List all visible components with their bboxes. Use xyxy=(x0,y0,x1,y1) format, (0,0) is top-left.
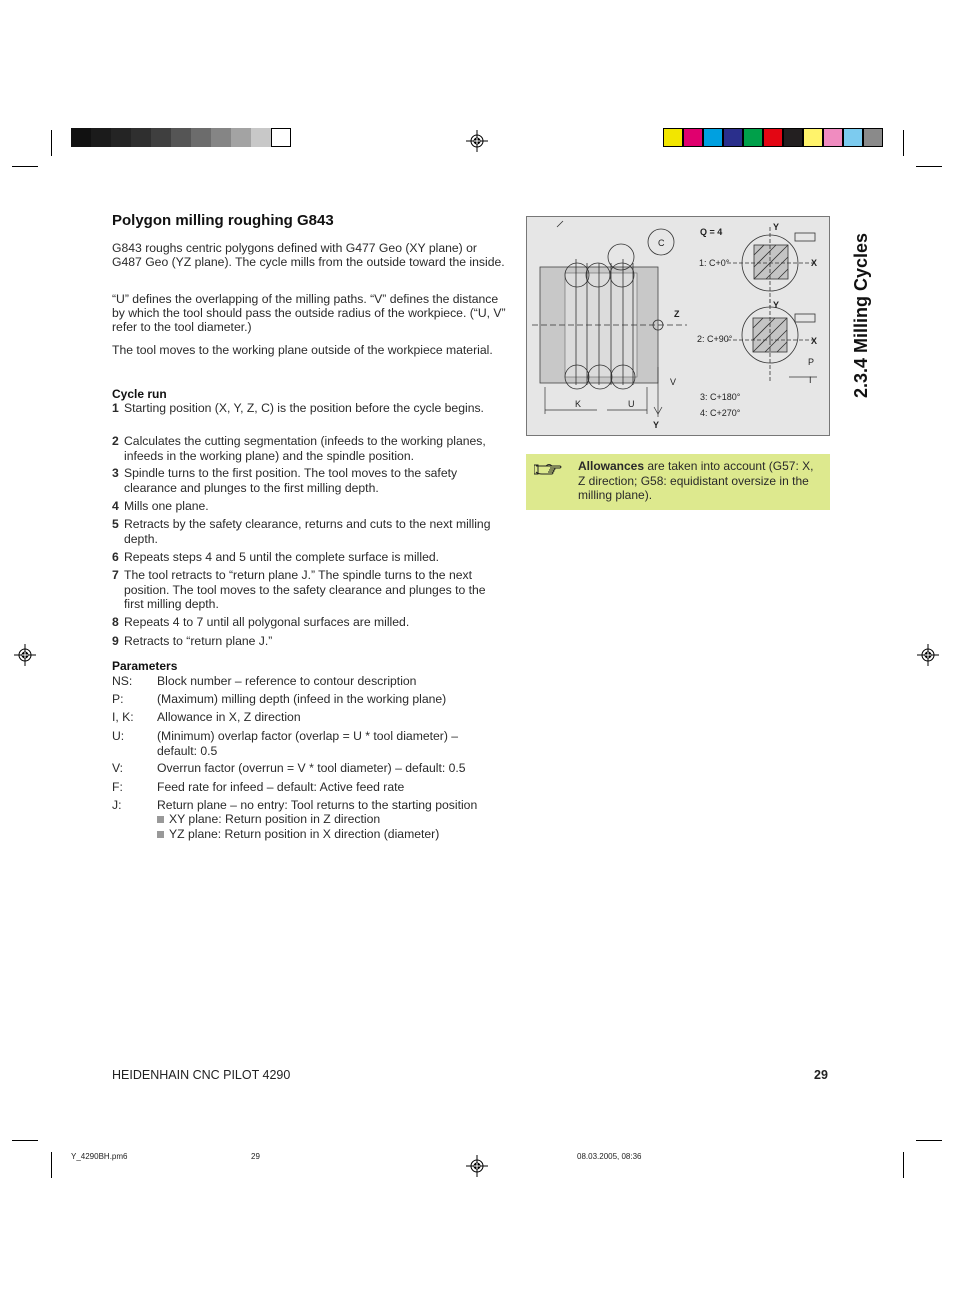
figure-label-i: I xyxy=(809,375,812,385)
figure-label-k: K xyxy=(575,399,582,409)
note-bold: Allowances xyxy=(578,459,645,473)
milling-diagram xyxy=(527,217,829,435)
figure-axis-y: Y xyxy=(773,222,780,232)
cycle-step: 7 The tool retracts to “return plane J.” The spindle turns to the next position. The tool moves to the safety clearance and plunges to the first milling depth. xyxy=(112,568,486,611)
figure-label-c270: 4: C+270° xyxy=(700,408,741,418)
side-chapter-title-text: 2.3.4 Milling Cycles xyxy=(851,232,871,398)
square-bullet-icon xyxy=(157,816,164,823)
figure-label-c180: 3: C+180° xyxy=(700,392,741,402)
gray-swatch xyxy=(231,128,251,147)
figure-label-c: C xyxy=(658,238,665,248)
color-swatch xyxy=(723,128,743,147)
cycle-step: 9 Retracts to “return plane J.” xyxy=(112,634,273,648)
color-swatch xyxy=(843,128,863,147)
parameter-row: V: Overrun factor (overrun = V * tool diameter) – default: 0.5 xyxy=(112,761,466,775)
registration-mark-icon xyxy=(466,130,488,152)
gray-swatch xyxy=(271,128,291,147)
gray-swatch xyxy=(91,128,111,147)
gray-swatch xyxy=(211,128,231,147)
figure-axis-z: Z xyxy=(674,309,680,319)
figure-label-v: V xyxy=(670,377,677,387)
section-heading: Polygon milling roughing G843 xyxy=(112,212,334,229)
color-swatch xyxy=(743,128,763,147)
color-swatch xyxy=(863,128,883,147)
registration-mark-icon xyxy=(917,644,939,666)
slug-page: 29 xyxy=(251,1152,260,1161)
color-swatch xyxy=(823,128,843,147)
slug-date: 08.03.2005, 08:36 xyxy=(577,1152,642,1161)
cycle-step: 8 Repeats 4 to 7 until all polygonal surfaces are milled. xyxy=(112,615,410,629)
parameter-row: P: (Maximum) milling depth (infeed in the working plane) xyxy=(112,692,447,706)
side-chapter-title xyxy=(837,218,875,398)
gray-swatch xyxy=(251,128,271,147)
color-swatch xyxy=(703,128,723,147)
footer-product: HEIDENHAIN CNC PILOT 4290 xyxy=(112,1068,291,1082)
crop-mark xyxy=(51,1152,52,1178)
figure-axis-x: X xyxy=(811,258,818,268)
registration-mark-icon xyxy=(466,1155,488,1177)
color-swatch xyxy=(803,128,823,147)
crop-mark xyxy=(916,1140,942,1141)
crop-mark xyxy=(903,1152,904,1178)
crop-mark xyxy=(12,166,38,167)
intro-paragraph: The tool moves to the working plane outside of the workpiece material. xyxy=(112,343,493,357)
parameter-subitem: YZ plane: Return position in X direction (diameter) xyxy=(112,827,512,842)
cycle-step: 4 Mills one plane. xyxy=(112,499,209,513)
figure-axis-y: Y xyxy=(653,420,660,430)
cycle-step: 3 Spindle turns to the first position. The tool moves to the safety clearance and plunges to the first milling depth. xyxy=(112,466,458,495)
parameters-heading: Parameters xyxy=(112,659,178,673)
intro-paragraph: “U” defines the overlapping of the milling paths. “V” defines the distance by which the tool should pass the outside radius of the workpiece. (“U, V” refer to the tool diameter.) xyxy=(112,292,506,334)
registration-mark-icon xyxy=(14,644,36,666)
allowances-note xyxy=(526,454,830,510)
gray-swatch xyxy=(191,128,211,147)
color-swatch xyxy=(783,128,803,147)
crop-mark xyxy=(916,166,942,167)
gray-swatch xyxy=(71,128,91,147)
gray-swatch xyxy=(151,128,171,147)
note-text: are taken into account (G57: X, Z direction; G58: equidistant oversize in the milling plane). xyxy=(578,459,814,502)
slug-filename: Y_4290BH.pm6 xyxy=(71,1152,128,1161)
figure-label-c0: 1: C+0° xyxy=(699,258,730,268)
figure-axis-x: X xyxy=(811,336,818,346)
parameter-row: J: Return plane – no entry: Tool returns to the starting position xyxy=(112,798,478,812)
cycle-step: 2 Calculates the cutting segmentation (infeeds to the working planes, infeeds in the working plane) and the spindle position. xyxy=(112,434,486,463)
color-swatch xyxy=(683,128,703,147)
parameter-row: NS: Block number – reference to contour description xyxy=(112,674,417,688)
figure-label-c90: 2: C+90° xyxy=(697,334,733,344)
color-swatch xyxy=(663,128,683,147)
cycle-step: 5 Retracts by the safety clearance, returns and cuts to the next milling depth. xyxy=(112,517,491,546)
gray-swatch xyxy=(171,128,191,147)
parameter-subitem: XY plane: Return position in Z direction xyxy=(112,812,512,827)
parameter-row: F: Feed rate for infeed – default: Active feed rate xyxy=(112,780,405,794)
pointing-hand-icon xyxy=(534,460,564,480)
figure-label-u: U xyxy=(628,399,635,409)
parameter-row: U: (Minimum) overlap factor (overlap = U * tool diameter) – default: 0.5 xyxy=(112,729,459,758)
gray-swatch xyxy=(111,128,131,147)
figure-label-p: P xyxy=(808,357,815,367)
gray-swatch xyxy=(131,128,151,147)
cycle-run-heading: Cycle run xyxy=(112,387,167,401)
intro-paragraph: G843 roughs centric polygons defined with G477 Geo (XY plane) or G487 Geo (YZ plane). The cycle mills from the outside toward the inside. xyxy=(112,241,505,269)
color-swatch xyxy=(763,128,783,147)
crop-mark xyxy=(51,130,52,156)
crop-mark xyxy=(12,1140,38,1141)
figure-label-q: Q = 4 xyxy=(700,227,723,237)
crop-mark xyxy=(903,130,904,156)
square-bullet-icon xyxy=(157,831,164,838)
footer-page-number: 29 xyxy=(814,1068,828,1082)
cycle-step: 6 Repeats steps 4 and 5 until the complete surface is milled. xyxy=(112,550,440,564)
polygon-milling-figure xyxy=(526,216,830,436)
figure-axis-y: Y xyxy=(773,300,780,310)
cycle-step: 1 Starting position (X, Y, Z, C) is the position before the cycle begins. xyxy=(112,401,484,415)
parameter-row: I, K: Allowance in X, Z direction xyxy=(112,710,301,724)
